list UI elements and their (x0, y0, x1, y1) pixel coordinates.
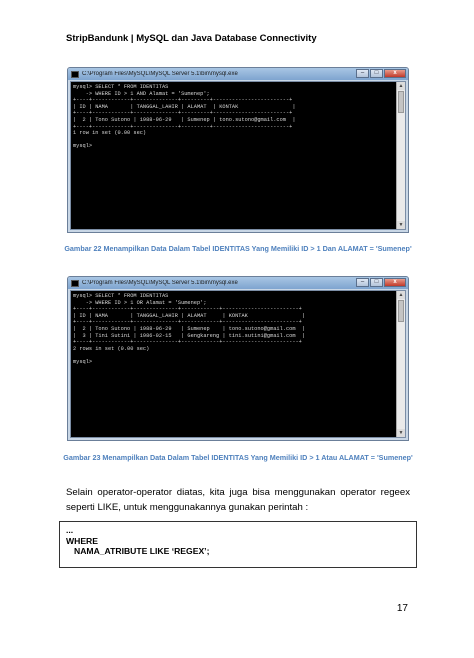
page-header: StripBandunk | MySQL dan Java Database Connectivity (66, 33, 317, 44)
code-line: WHERE (66, 535, 98, 546)
console-line: mysql> (73, 143, 93, 150)
code-line: ... (66, 525, 74, 535)
scroll-up-icon[interactable]: ▲ (398, 292, 404, 298)
window-titlebar[interactable] (68, 277, 408, 289)
code-box (59, 521, 417, 568)
scroll-thumb[interactable] (398, 91, 404, 113)
code-line: NAMA_ATRIBUTE LIKE ‘REGEX’; (74, 546, 210, 556)
cmd-icon (71, 71, 79, 78)
console-line: | 3 | Tini Sutini | 1986-02-15 | Gengkareng | tini.sutini@gmail.com | (73, 332, 306, 339)
minimize-button[interactable]: – (356, 69, 369, 78)
console-line: | 2 | Tono Sutono | 1988-06-29 | Sumenep | tono.sutono@gmail.com | (73, 325, 306, 332)
scroll-thumb[interactable] (398, 300, 404, 322)
console-line: +----+------------+--------------+---------+------------------------+ (73, 110, 293, 117)
console-line: +----+------------+--------------+---------+------------------------+ (73, 97, 293, 104)
console-output (71, 291, 396, 437)
console-line: 2 rows in set (0.00 sec) (73, 345, 150, 352)
maximize-button[interactable]: □ (370, 278, 383, 287)
body-paragraph: Selain operator-operator diatas, kita juga bisa menggunakan operator regeex seperti LIKE, untuk menggunakannya gunakan perintah : (66, 487, 410, 513)
close-button[interactable]: x (384, 278, 406, 287)
console-line (73, 352, 394, 359)
console-line: | 2 | Tono Sutono | 1988-06-29 | Sumenep | tono.sutono@gmail.com | (73, 116, 296, 123)
scroll-down-icon[interactable]: ▼ (398, 430, 404, 436)
console-line: mysql> SELECT * FROM IDENTITAS (73, 293, 169, 299)
vertical-scrollbar[interactable] (396, 291, 405, 437)
console-line: 1 row in set (0.00 sec) (73, 130, 147, 137)
console-line: | ID | NAMA | TANGGAL_LAHIR | ALAMAT | KONTAK | (73, 103, 296, 110)
console-line: +----+------------+--------------+------------+------------------------+ (73, 306, 302, 313)
scroll-down-icon[interactable]: ▼ (398, 222, 404, 228)
cmd-icon (71, 280, 79, 287)
console-line: +----+------------+--------------+------------+------------------------+ (73, 339, 302, 346)
scroll-up-icon[interactable]: ▲ (398, 83, 404, 89)
console-line: +----+------------+--------------+------------+------------------------+ (73, 319, 302, 326)
console-line: -> WHERE ID > 1 OR Alamat = 'Sumenep'; (73, 299, 207, 306)
figure-22-caption: Gambar 22 Menampilkan Data Dalam Tabel IDENTITAS Yang Memiliki ID > 1 Dan ALAMAT = 'Sumenep' (64, 244, 412, 253)
page-number: 17 (396, 603, 408, 614)
cmd-window-figure-22 (67, 67, 409, 233)
console-line: mysql> (73, 358, 93, 365)
maximize-button[interactable]: □ (370, 69, 383, 78)
minimize-button[interactable]: – (356, 278, 369, 287)
cmd-window-figure-23 (67, 276, 409, 441)
close-button[interactable]: x (384, 69, 406, 78)
vertical-scrollbar[interactable] (396, 82, 405, 229)
console-output (71, 82, 396, 229)
console-area[interactable] (70, 81, 406, 230)
window-title: C:\Program Files\MySQL\MySQL Server 5.1\bin\mysql.exe (82, 280, 238, 286)
console-area[interactable] (70, 290, 406, 438)
console-line: | ID | NAMA | TANGGAL_LAHIR | ALAMAT | KONTAK | (73, 312, 306, 319)
figure-23-caption: Gambar 23 Menampilkan Data Dalam Tabel IDENTITAS Yang Memiliki ID > 1 Atau ALAMAT = 'Sumenep' (63, 453, 413, 462)
window-titlebar[interactable] (68, 68, 408, 80)
console-line (73, 137, 394, 144)
console-line: -> WHERE ID > 1 AND Alamat = 'Sumenep'; (73, 90, 210, 97)
console-line: +----+------------+--------------+---------+------------------------+ (73, 123, 293, 130)
console-line: mysql> SELECT * FROM IDENTITAS (73, 84, 169, 90)
window-title: C:\Program Files\MySQL\MySQL Server 5.1\bin\mysql.exe (82, 71, 238, 77)
